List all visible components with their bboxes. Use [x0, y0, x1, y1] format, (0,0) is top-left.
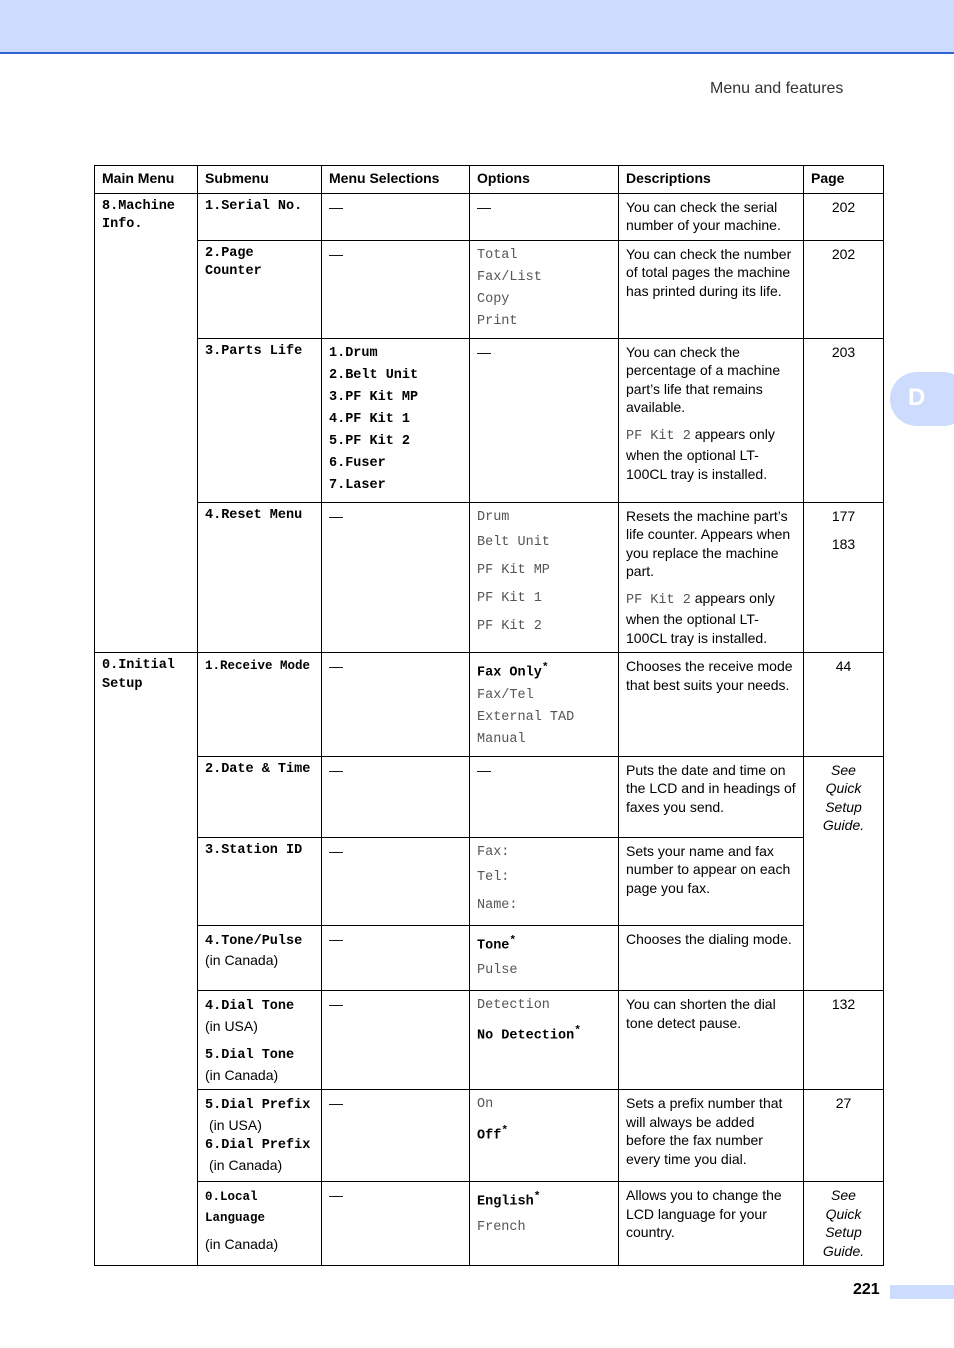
description-cell: Allows you to change the LCD language for your country.	[619, 1182, 804, 1266]
table-row	[95, 240, 884, 338]
page-ref-line: Guide.	[822, 817, 865, 833]
submenu-label: 1.Receive Mode	[205, 659, 311, 673]
page-cell: 27	[804, 1090, 884, 1182]
options-cell	[470, 991, 619, 1090]
description-cell: Puts the date and time on the LCD and in headings of faxes you send.	[619, 756, 804, 837]
table-row	[95, 338, 884, 502]
selection-cell: —	[322, 837, 470, 925]
selection-item: 6.Fuser	[329, 455, 386, 471]
submenu-cell: 2.Page Counter	[198, 240, 322, 338]
submenu-label: 5.Dial Prefix	[205, 1098, 311, 1113]
chapter-tab-label: D	[908, 384, 926, 411]
page-cell	[804, 756, 884, 991]
options-cell	[470, 1090, 619, 1182]
option-item: Total	[477, 247, 518, 263]
option-default	[477, 657, 611, 685]
options-cell: —	[470, 338, 619, 502]
submenu-label: 4.Dial Tone	[205, 999, 295, 1014]
col-header: Descriptions	[619, 166, 804, 194]
region-note: (in Canada)	[205, 952, 279, 968]
description-cell: Sets your name and fax number to appear on each page you fax.	[619, 837, 804, 925]
option-item: Copy	[477, 291, 510, 307]
page-cell: 132	[804, 991, 884, 1090]
options-cell	[470, 240, 619, 338]
code-text: PF Kit 2	[626, 428, 691, 444]
description-cell: Chooses the dialing mode.	[619, 925, 804, 991]
code-text: PF Kit 2	[626, 592, 691, 608]
main-menu-label: Info.	[102, 217, 143, 232]
selection-cell: —	[322, 653, 470, 757]
default-marker: *	[509, 934, 517, 947]
page-cell: 203	[804, 338, 884, 502]
option-item: Tel:	[477, 869, 510, 885]
options-cell	[470, 925, 619, 991]
table-row	[95, 1182, 884, 1266]
page-cell	[804, 502, 884, 653]
col-header: Menu Selections	[322, 166, 470, 194]
option-item: Pulse	[477, 963, 518, 978]
region-note: (in Canada)	[209, 1156, 283, 1173]
description-note	[626, 589, 796, 648]
page-cell: 44	[804, 653, 884, 757]
options-cell	[470, 837, 619, 925]
selection-item: 1.Drum	[329, 345, 378, 361]
submenu-label: 4.Tone/Pulse	[205, 933, 303, 949]
submenu-cell	[198, 1182, 322, 1266]
chapter-tab	[890, 372, 954, 426]
description-cell	[619, 338, 804, 502]
description-text: Resets the machine part’s life counter. Appears when you replace the machine part.	[626, 507, 791, 579]
col-header: Submenu	[198, 166, 322, 194]
table-row	[95, 502, 884, 653]
submenu-cell: 4.Reset Menu	[198, 502, 322, 653]
description-cell: You can shorten the dial tone detect pause.	[619, 991, 804, 1090]
description-cell: Chooses the receive mode that best suits your needs.	[619, 653, 804, 757]
option-item: PF Kit 1	[477, 590, 542, 606]
default-marker: *	[574, 1025, 581, 1037]
region-note: (in USA)	[205, 1017, 258, 1034]
option-item: Fax/Tel	[477, 687, 534, 703]
submenu-cell: 2.Date & Time	[198, 756, 322, 837]
option-item: Drum	[477, 509, 510, 525]
option-item: On	[477, 1097, 494, 1112]
main-menu-cell	[95, 653, 198, 1266]
region-note: (in Canada)	[205, 1236, 279, 1252]
submenu-cell	[198, 653, 322, 757]
page-cell: 202	[804, 240, 884, 338]
table-row	[95, 756, 884, 837]
page-ref: 183	[831, 536, 856, 552]
option-item: Print	[477, 313, 518, 329]
footer-bar	[890, 1285, 954, 1299]
page-number: 221	[853, 1281, 880, 1298]
option-default-label: Off	[477, 1128, 502, 1144]
submenu-label: 5.Dial Tone	[205, 1048, 295, 1063]
running-header: Menu and features	[710, 80, 844, 97]
main-menu-cell	[95, 193, 198, 653]
submenu-cell: 3.Parts Life	[198, 338, 322, 502]
option-default	[477, 1017, 611, 1051]
default-marker: *	[501, 1125, 509, 1137]
table-row	[95, 1090, 884, 1182]
main-menu-label: 0.Initial	[102, 658, 175, 673]
option-default-label: English	[477, 1194, 534, 1210]
submenu-cell	[198, 1090, 322, 1182]
option-item: Fax:	[477, 844, 510, 860]
description-note	[626, 425, 796, 484]
page-ref-line: See	[831, 1187, 856, 1203]
selection-item: 5.PF Kit 2	[329, 433, 411, 449]
option-item: PF Kit 2	[477, 618, 542, 634]
page-ref-line: Setup	[825, 798, 862, 815]
note-text: appears only when the optional LT-100CL tray is installed.	[626, 589, 775, 646]
description-cell: You can check the serial number of your machine.	[619, 193, 804, 240]
selection-cell: —	[322, 240, 470, 338]
selection-cell: —	[322, 502, 470, 653]
options-cell: —	[470, 756, 619, 837]
col-header: Main Menu	[95, 166, 198, 194]
selection-cell	[322, 338, 470, 502]
option-item: External TAD	[477, 709, 575, 725]
submenu-label: 6.Dial Prefix	[205, 1138, 311, 1153]
option-item: Manual	[477, 731, 526, 747]
description-cell: Sets a prefix number that will always be added before the fax number every time you dial.	[619, 1090, 804, 1182]
selection-cell: —	[322, 193, 470, 240]
submenu-cell: 3.Station ID	[198, 837, 322, 925]
selection-cell: —	[322, 925, 470, 991]
menu-table	[94, 165, 884, 1266]
option-default	[477, 1116, 611, 1152]
selection-cell: —	[322, 991, 470, 1090]
submenu-cell: 1.Serial No.	[198, 193, 322, 240]
description-cell	[619, 502, 804, 653]
table-header-row	[95, 166, 884, 194]
option-default-label: Tone	[477, 938, 510, 953]
submenu-cell	[198, 925, 322, 991]
col-header: Page	[804, 166, 884, 194]
page-ref-line: Quick	[825, 1205, 862, 1222]
page-ref-line: Quick	[825, 780, 862, 796]
default-marker: *	[541, 662, 549, 674]
options-cell	[470, 502, 619, 653]
page-cell: 202	[804, 193, 884, 240]
table-row	[95, 991, 884, 1090]
selection-item: 4.PF Kit 1	[329, 411, 411, 427]
submenu-label: 0.Local Language	[205, 1190, 266, 1225]
main-menu-label: 8.Machine	[102, 198, 175, 214]
selection-item: 2.Belt Unit	[329, 367, 419, 383]
options-cell: —	[470, 193, 619, 240]
option-item: Belt Unit	[477, 534, 550, 550]
option-default-label: No Detection	[477, 1028, 575, 1044]
option-item: PF Kit MP	[477, 562, 550, 578]
options-cell	[470, 1182, 619, 1266]
default-marker: *	[533, 1191, 541, 1203]
option-default-label: Fax Only	[477, 665, 542, 681]
page-cell	[804, 1182, 884, 1266]
note-text: appears only when the optional LT-100CL tray is installed.	[626, 425, 775, 482]
option-default	[477, 930, 611, 958]
description-text: You can check the percentage of a machine part’s life that remains available.	[626, 343, 781, 415]
main-menu-label: Setup	[102, 676, 143, 692]
selection-cell: —	[322, 1090, 470, 1182]
page-ref-line: Setup	[825, 1224, 862, 1240]
region-note: (in Canada)	[205, 1066, 279, 1083]
table-row	[95, 925, 884, 991]
selection-item: 3.PF Kit MP	[329, 389, 419, 405]
col-header: Options	[470, 166, 619, 194]
option-item: Name:	[477, 897, 518, 913]
option-default	[477, 1186, 611, 1214]
table-row	[95, 193, 884, 240]
option-item: Detection	[477, 998, 550, 1013]
page-ref: 177	[831, 507, 856, 524]
top-banner	[0, 0, 954, 54]
option-item: Fax/List	[477, 269, 542, 285]
selection-cell: —	[322, 1182, 470, 1266]
table-row	[95, 837, 884, 925]
submenu-cell	[198, 991, 322, 1090]
table-row	[95, 653, 884, 757]
selection-item: 7.Laser	[329, 477, 386, 493]
description-cell: You can check the number of total pages the machine has printed during its life.	[619, 240, 804, 338]
options-cell	[470, 653, 619, 757]
selection-cell: —	[322, 756, 470, 837]
region-note: (in USA)	[209, 1116, 262, 1133]
page-ref-line: Guide.	[822, 1242, 865, 1259]
option-item: French	[477, 1219, 526, 1235]
page-ref-line: See	[831, 761, 856, 778]
